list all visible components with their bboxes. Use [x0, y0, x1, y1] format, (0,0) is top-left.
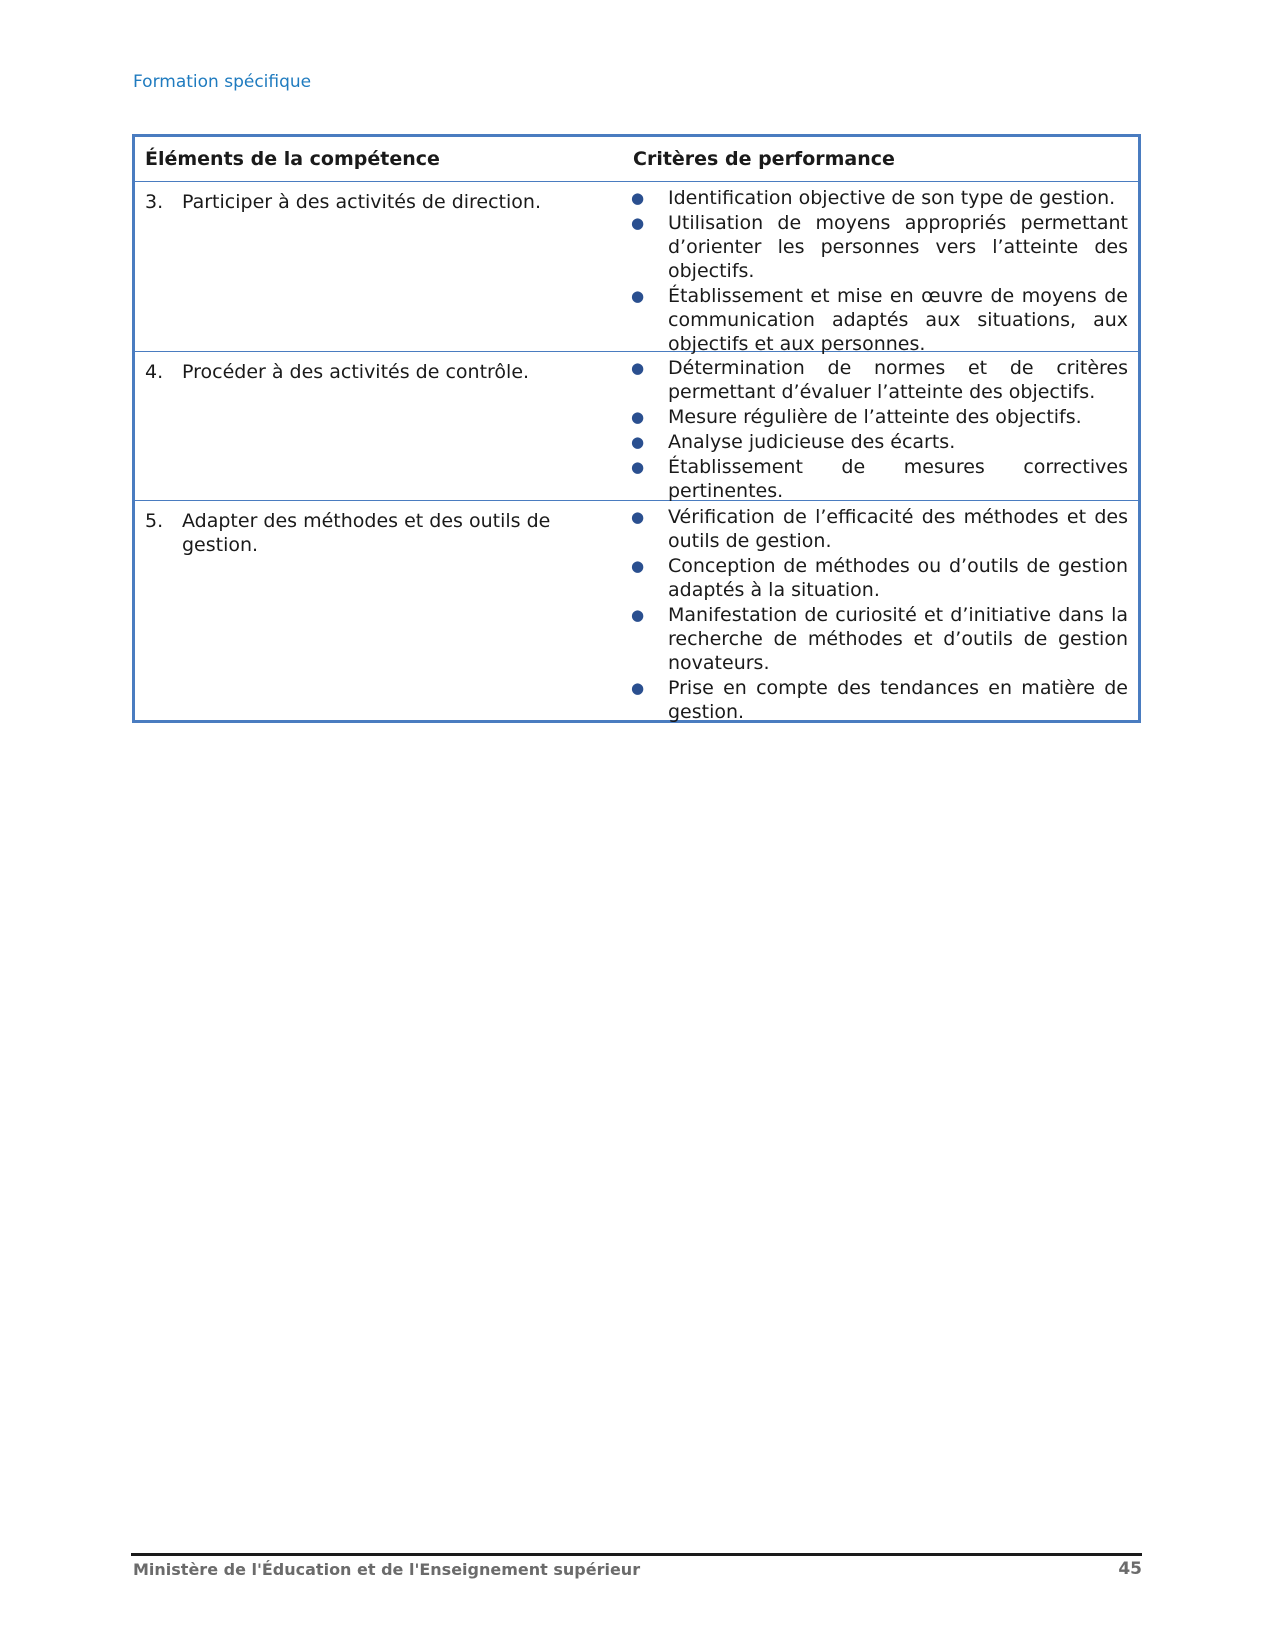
bullet-icon: ● [631, 433, 645, 451]
element-text: Participer à des activités de direction. [182, 191, 541, 213]
element-number: 4. [145, 361, 164, 383]
criteria-cell [623, 182, 1138, 355]
element-text: Adapter des méthodes et des outils de gestion. [182, 510, 551, 556]
list-item: ● Prise en compte des tendances en matière de gestion. [623, 676, 1128, 724]
list-item: ● Manifestation de curiosité et d’initiative dans la recherche de méthodes et d’outils de gestion novateurs. [623, 603, 1128, 675]
column-header-criteria: Critères de performance [633, 148, 895, 170]
table-row [135, 181, 1138, 355]
list-item: ● Analyse judicieuse des écarts. [623, 430, 1128, 454]
list-item: ● Établissement et mise en œuvre de moyens de communication adaptés aux situations, aux objectifs et aux personnes. [623, 284, 1128, 356]
footer-divider [131, 1553, 1142, 1556]
list-item: ● Établissement de mesures correctives pertinentes. [623, 455, 1128, 503]
element-text: Procéder à des activités de contrôle. [182, 361, 530, 383]
element-cell [135, 182, 623, 351]
criteria-cell [623, 352, 1138, 500]
element-cell [135, 352, 623, 500]
footer-ministry: Ministère de l'Éducation et de l'Enseignement supérieur [133, 1560, 641, 1579]
table-row [135, 500, 1138, 723]
bullet-icon: ● [631, 189, 645, 207]
competence-table [132, 134, 1141, 723]
bullet-icon: ● [631, 359, 645, 377]
bullet-icon: ● [631, 679, 645, 697]
bullet-icon: ● [631, 508, 645, 526]
bullet-icon: ● [631, 606, 645, 624]
criteria-cell [623, 501, 1138, 723]
list-item: ● Identification objective de son type de gestion. [623, 186, 1128, 210]
bullet-icon: ● [631, 287, 645, 305]
list-item: ● Vérification de l’efficacité des méthodes et des outils de gestion. [623, 505, 1128, 553]
criteria-list [623, 352, 1128, 506]
bullet-icon: ● [631, 408, 645, 426]
table-row [135, 351, 1138, 500]
bullet-icon: ● [631, 458, 645, 476]
list-item: ● Conception de méthodes ou d’outils de gestion adaptés à la situation. [623, 554, 1128, 602]
element-cell [135, 501, 623, 720]
table-header-row [135, 137, 1138, 181]
criteria-list [623, 182, 1128, 359]
list-item: ● Détermination de normes et de critères permettant d’évaluer l’atteinte des objectifs. [623, 356, 1128, 404]
element-number: 5. [145, 510, 164, 532]
page-number: 45 [1118, 1559, 1142, 1579]
column-header-elements: Éléments de la compétence [145, 148, 440, 170]
bullet-icon: ● [631, 214, 645, 232]
list-item: ● Utilisation de moyens appropriés permettant d’orienter les personnes vers l’atteinte des objectifs. [623, 211, 1128, 283]
bullet-icon: ● [631, 557, 645, 575]
element-number: 3. [145, 191, 164, 213]
criteria-list [623, 501, 1128, 727]
page-header: Formation spécifique [133, 72, 312, 92]
list-item: ● Mesure régulière de l’atteinte des objectifs. [623, 405, 1128, 429]
